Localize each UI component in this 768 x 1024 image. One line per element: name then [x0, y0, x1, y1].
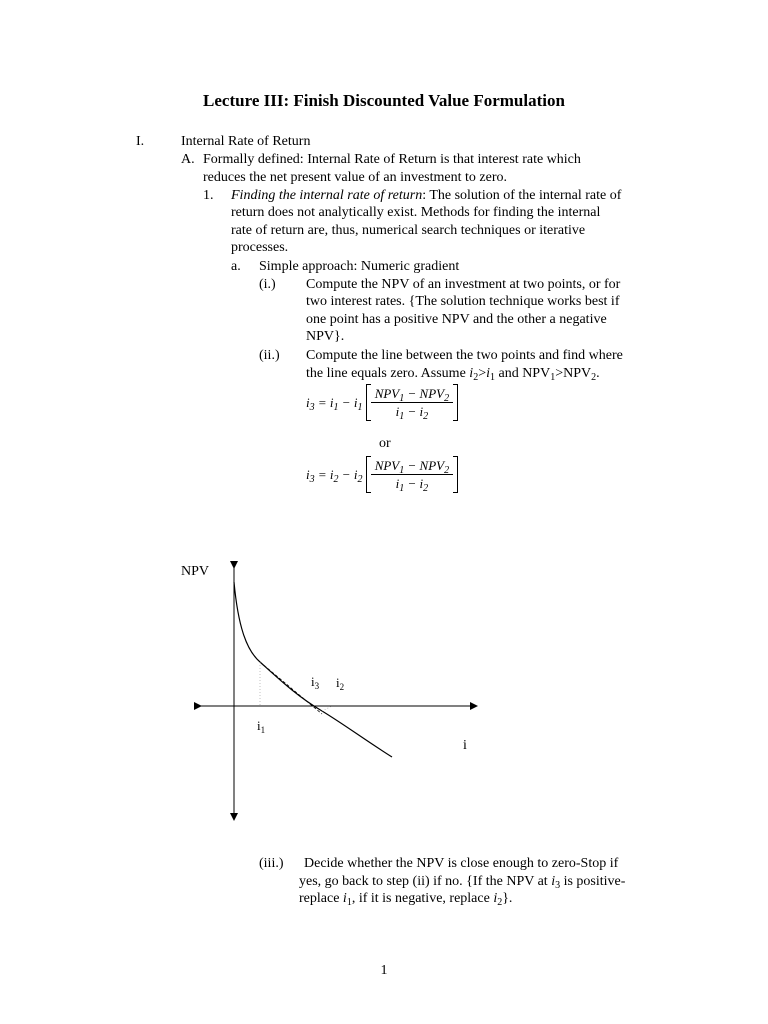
i1-label: $i_1$ — [257, 718, 266, 735]
step-3-marker: (iii.) — [259, 856, 284, 871]
step-1-line3: one point has a positive NPV and the other a negative — [306, 312, 607, 327]
x-axis-label: i — [463, 738, 467, 753]
item-1-italic-lead: Finding the internal rate of return — [231, 188, 423, 203]
step-2-line2-b: and NPV — [494, 366, 551, 381]
item-sub-a-text: Simple approach: Numeric gradient — [259, 259, 460, 274]
step-2-line2-c: >NPV — [555, 366, 592, 381]
page-number: 1 — [380, 963, 388, 978]
item-a-marker: A. — [181, 152, 195, 167]
step-2-line2-a: the line equals zero. Assume — [306, 366, 470, 381]
item-a-line1: Formally defined: Internal Rate of Return is that interest rate which — [203, 152, 581, 167]
section-heading: Internal Rate of Return — [181, 134, 311, 149]
equation-2: $i_3 = i_2 - i_2$ $\frac{NPV_1 - NPV_2}{i_1 - i_2}$ — [306, 456, 458, 493]
item-1-marker: 1. — [203, 188, 214, 203]
step-3-line2-a: yes, go back to step (ii) if no. {If the NPV at — [299, 874, 548, 889]
page-title: Lecture III: Finish Discounted Value Formulation — [203, 91, 565, 110]
equation-1: $i_3 = i_1 - i_1$ $\frac{NPV_1 - NPV_2}{i_1 - i_2}$ — [306, 384, 458, 421]
item-a-line2: reduces the net present value of an investment to zero. — [203, 170, 507, 185]
step-3-line2: yes, go back to step (ii) if no. {If the NPV at $i_3$ is positive- — [299, 874, 626, 891]
step-2-line2: the line equals zero. Assume $i_2>i_1$ and $NPV_1>NPV_2$. — [306, 366, 600, 383]
step-3-line1: Decide whether the NPV is close enough to zero-Stop if — [304, 856, 619, 871]
i3-label: $i_3$ — [311, 674, 320, 691]
i2-guide — [322, 706, 332, 711]
step-3-line3: replace $i_1$, if it is negative, replace $i_2$}. — [299, 891, 513, 908]
step-2-line1: Compute the line between the two points and find where — [306, 348, 623, 363]
y-axis-label: NPV — [181, 564, 210, 579]
step-1-line1: Compute the NPV of an investment at two points, or for — [306, 277, 621, 292]
step-3-line3-b: , if it is negative, replace — [351, 891, 490, 906]
item-1-line3: rate of return are, thus, numerical search techniques or iterative — [231, 223, 586, 238]
i2-label: $i_2$ — [336, 675, 345, 692]
step-1-marker: (i.) — [259, 277, 276, 292]
step-3-line3-a: replace — [299, 891, 340, 906]
item-1-line4: processes. — [231, 240, 289, 255]
or-text: or — [379, 436, 391, 451]
item-sub-a-marker: a. — [231, 259, 241, 274]
item-1-line2: return does not analytically exist. Methods for finding the internal — [231, 205, 601, 220]
step-1-line4: NPV}. — [306, 329, 345, 344]
item-1-line1-rest: : The solution of the internal rate of — [422, 188, 622, 203]
section-numeral: I. — [136, 134, 145, 149]
npv-graph — [170, 555, 510, 825]
step-2-line2-d: . — [596, 366, 600, 381]
step-3-line3-c: }. — [502, 891, 513, 906]
item-1-line1 — [231, 187, 621, 205]
step-2-marker: (ii.) — [259, 348, 280, 363]
step-1-line2: two interest rates. {The solution technique works best if — [306, 294, 620, 309]
step-3-line2-b: is positive- — [563, 874, 626, 889]
